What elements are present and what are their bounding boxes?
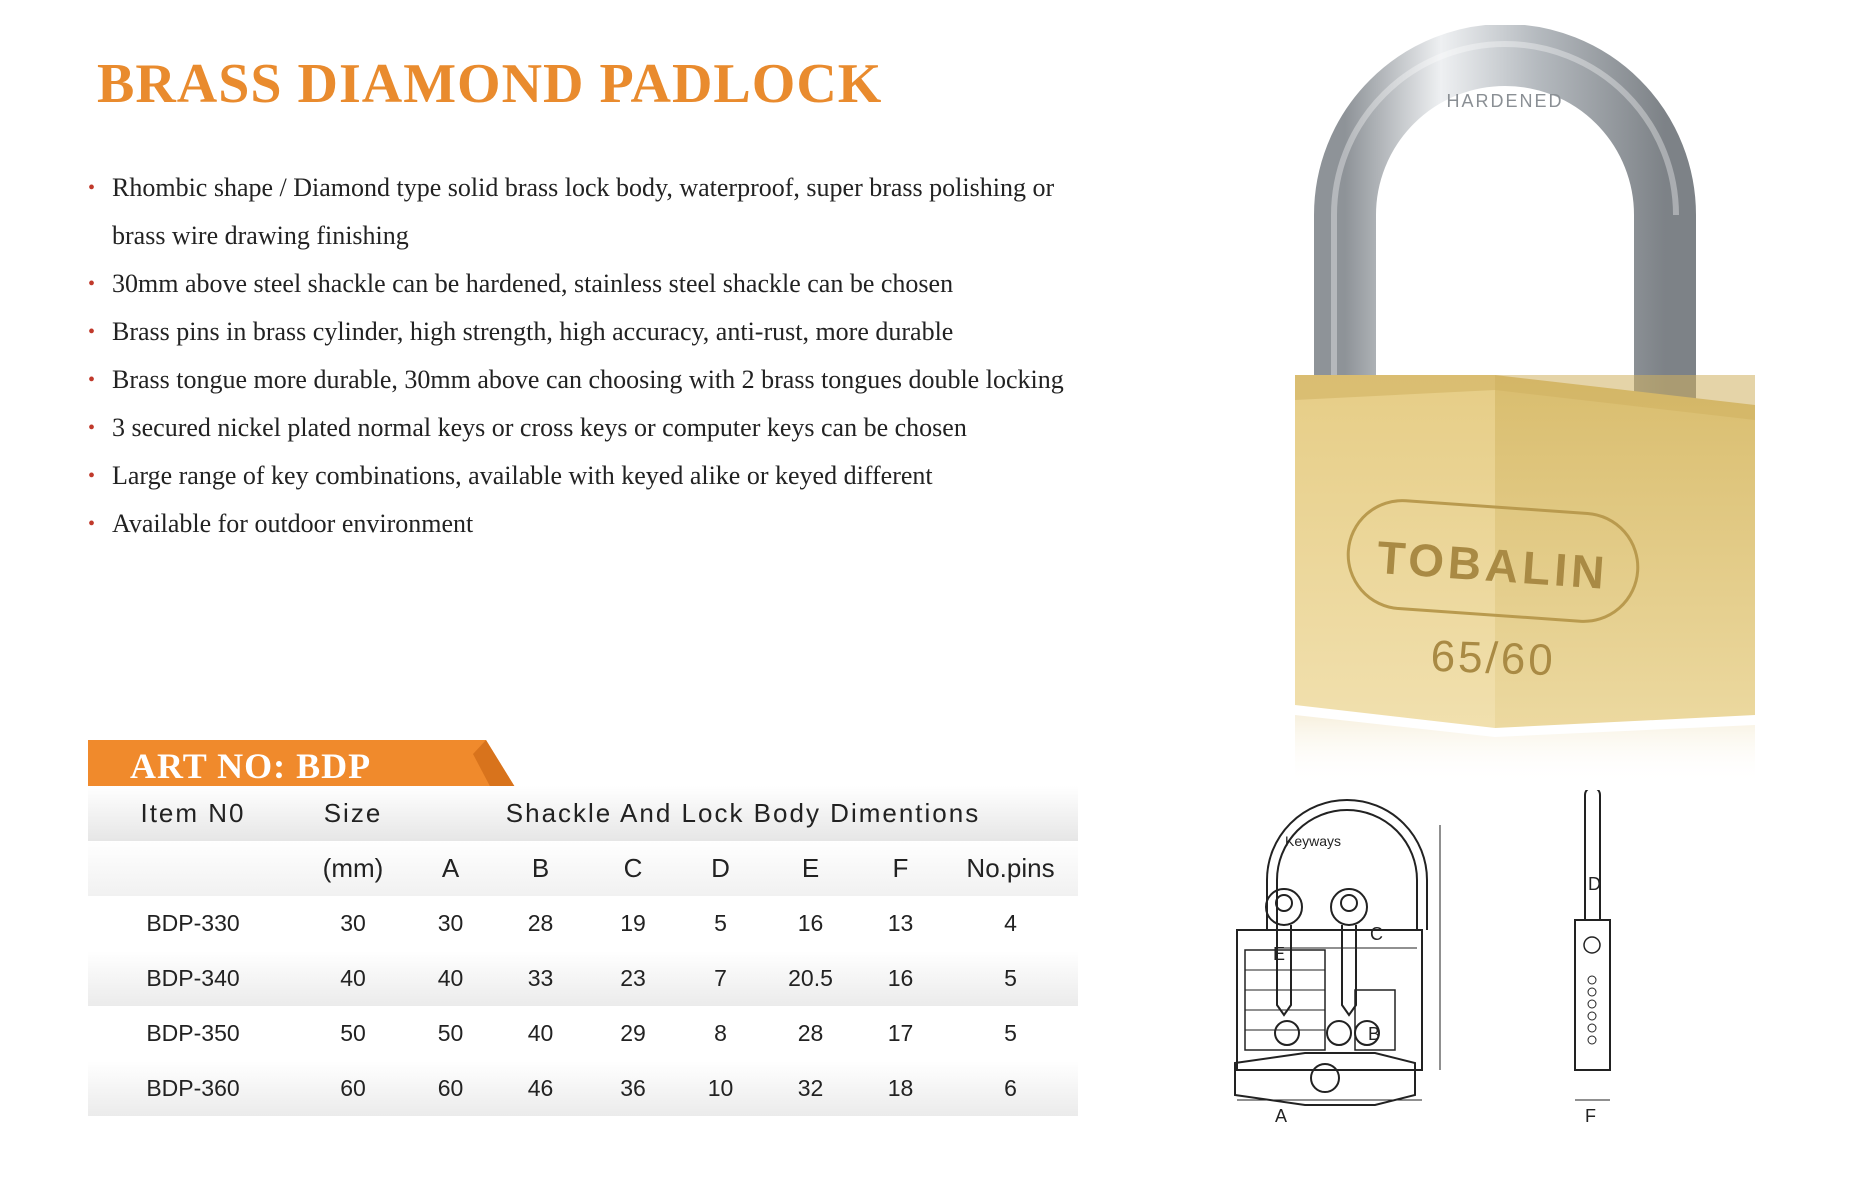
feature-text: Brass tongue more durable, 30mm above can choosing with 2 brass tongues double locking [112, 365, 1064, 394]
table-cell: 10 [678, 1061, 763, 1116]
table-cell: 4 [1004, 910, 1017, 936]
keyways-label: Keyways [1285, 833, 1342, 849]
subheader-cell: E [763, 841, 858, 896]
keyway-profile-icon [1235, 1053, 1415, 1105]
subheader-cell: No.pins [943, 841, 1078, 896]
table-cell: 36 [588, 1061, 678, 1116]
table-cell: 6 [943, 1061, 1078, 1116]
table-cell: 40 [527, 1020, 554, 1046]
dim-label-c: C [1370, 924, 1383, 944]
art-number-label: ART NO: BDP [130, 746, 372, 786]
feature-text: Rhombic shape / Diamond type solid brass lock body, waterproof, super brass polishing or brass wire drawing finishing [112, 173, 1055, 250]
dim-label-b: B [1368, 1024, 1381, 1044]
table-cell: 50 [437, 1020, 464, 1046]
table-cell: BDP-360 [88, 1061, 298, 1116]
side-view-icon [1575, 790, 1610, 1126]
subheader-cell: (mm) [298, 841, 408, 896]
table-cell: 32 [763, 1061, 858, 1116]
padlock-photo [1280, 25, 1770, 780]
table-cell: 13 [887, 910, 914, 936]
table-cell: 7 [678, 951, 763, 1006]
dim-label-d: D [1588, 874, 1601, 894]
table-cell: 17 [887, 1020, 914, 1046]
feature-item [88, 404, 1088, 452]
table-row [88, 951, 1078, 1006]
table-cell: 40 [298, 951, 408, 1006]
subheader-cell: B [493, 841, 588, 896]
bullet-icon: • [88, 417, 96, 439]
header-dimensions: Shackle And Lock Body Dimentions [408, 786, 1078, 841]
bullet-icon: • [88, 177, 96, 199]
bullet-icon: • [88, 273, 96, 295]
table-cell: 29 [620, 1020, 646, 1046]
table-row [88, 896, 1078, 951]
shackle-engraving: HARDENED [1446, 91, 1564, 111]
table-cell: BDP-330 [146, 910, 240, 936]
bullet-icon: • [88, 465, 96, 487]
subheader-cell: A [408, 841, 493, 896]
feature-item [88, 500, 1088, 548]
key-icon [1331, 889, 1367, 1015]
table-cell: 16 [858, 951, 943, 1006]
table-subheader-row [88, 841, 1078, 896]
header-item-no: Item N0 [88, 786, 298, 841]
table-cell: 40 [408, 951, 493, 1006]
keyway-icon [1275, 1021, 1299, 1045]
table-cell: 18 [858, 1061, 943, 1116]
table-cell: 28 [797, 1020, 824, 1046]
bullet-icon: • [88, 321, 96, 343]
feature-item [88, 260, 1088, 308]
brand-text: TOBALIN [1375, 530, 1611, 600]
dim-label-a: A [1275, 1106, 1288, 1126]
art-number-banner [88, 740, 518, 792]
subheader-cell: C [588, 841, 678, 896]
subheader-cell [88, 841, 298, 896]
table-cell: BDP-340 [88, 951, 298, 1006]
header-size: Size [298, 786, 408, 841]
feature-list [88, 164, 1088, 548]
table-cell: 30 [340, 910, 366, 936]
feature-item [88, 356, 1088, 404]
table-cell: 5 [714, 910, 727, 936]
bullet-icon: • [88, 513, 96, 535]
feature-text: 30mm above steel shackle can be hardened, stainless steel shackle can be chosen [112, 269, 954, 298]
table-cell: 60 [408, 1061, 493, 1116]
table-row [88, 1061, 1078, 1116]
feature-item [88, 308, 1088, 356]
subheader-cell: F [858, 841, 943, 896]
feature-text: Available for outdoor environment [112, 509, 474, 538]
table-cell: 5 [1004, 1020, 1017, 1046]
table-cell: 23 [588, 951, 678, 1006]
keyway-icon [1327, 1021, 1351, 1045]
table-row [88, 1006, 1078, 1061]
table-cell: 30 [437, 910, 464, 936]
dim-label-e: E [1273, 944, 1286, 964]
table-cell: 50 [340, 1020, 366, 1046]
table-cell: 8 [714, 1020, 727, 1046]
table-cell: 33 [493, 951, 588, 1006]
table-cell: 20.5 [763, 951, 858, 1006]
spec-table [88, 786, 1078, 1116]
feature-item [88, 164, 1088, 260]
table-cell: 28 [527, 910, 554, 936]
table-cell: 16 [797, 910, 824, 936]
bullet-icon: • [88, 369, 96, 391]
subheader-cell: D [678, 841, 763, 896]
padlock-icon [1280, 25, 1770, 780]
feature-item [88, 452, 1088, 500]
model-text: 65/60 [1429, 631, 1557, 686]
page-title: BRASS DIAMOND PADLOCK [97, 53, 883, 115]
table-cell: 60 [298, 1061, 408, 1116]
table-cell: 5 [943, 951, 1078, 1006]
dimension-diagram [1225, 790, 1825, 1135]
table-cell: 19 [620, 910, 646, 936]
table-header-row [88, 786, 1078, 841]
feature-text: 3 secured nickel plated normal keys or cross keys or computer keys can be chosen [112, 413, 967, 442]
table-cell: BDP-350 [146, 1020, 240, 1046]
technical-drawing [1225, 790, 1825, 1135]
feature-text: Large range of key combinations, available with keyed alike or keyed different [112, 461, 933, 490]
dim-label-f: F [1585, 1106, 1596, 1126]
table-cell: 46 [493, 1061, 588, 1116]
feature-text: Brass pins in brass cylinder, high strength, high accuracy, anti-rust, more durable [112, 317, 954, 346]
